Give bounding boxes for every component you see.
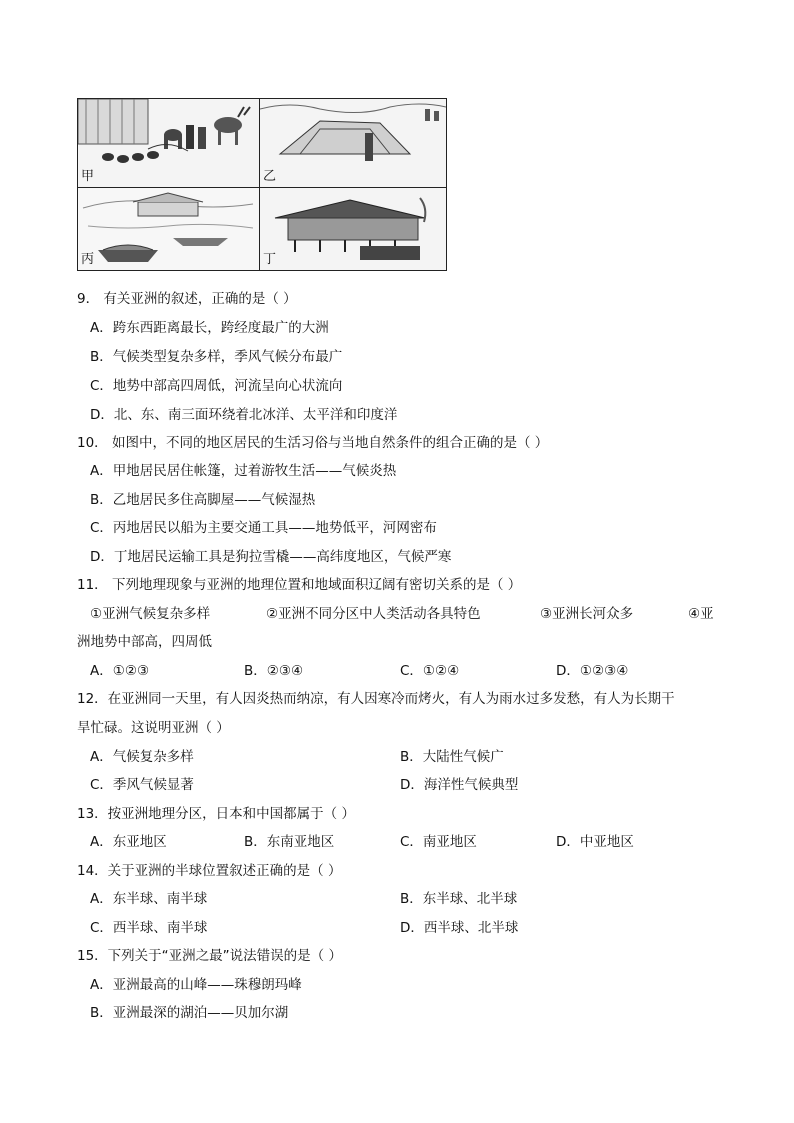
q10-option-a: A．甲地居民居住帐篷，过着游牧生活——气候炎热 xyxy=(90,463,397,479)
q11-option-b: B．②③④ xyxy=(244,663,304,679)
q15-option-b: B．亚洲最深的湖泊——贝加尔湖 xyxy=(90,1005,289,1021)
q14-option-b: B．东半球、北半球 xyxy=(400,891,518,907)
q12-option-a: A．气候复杂多样 xyxy=(90,749,194,765)
q9-option-d: D．北、东、南三面环绕着北冰洋、太平洋和印度洋 xyxy=(90,407,398,423)
q12-option-c: C．季风气候显著 xyxy=(90,777,194,793)
panel-label-yi: 乙 xyxy=(263,169,277,184)
panel-bing xyxy=(78,188,260,270)
panel-yi xyxy=(260,99,446,188)
q15-option-a: A．亚洲最高的山峰——珠穆朗玛峰 xyxy=(90,977,302,993)
panel-jia-illustration xyxy=(78,99,259,187)
q11-statement-1: ①亚洲气候复杂多样 xyxy=(90,606,211,622)
q11-statement-4-part1: ④亚 xyxy=(688,606,714,622)
q11-statement-2: ②亚洲不同分区中人类活动各具特色 xyxy=(266,606,481,622)
panel-yi-illustration xyxy=(260,99,446,187)
q10-option-c: C．丙地居民以船为主要交通工具——地势低平，河网密布 xyxy=(90,520,437,536)
panel-ding-illustration xyxy=(260,188,446,270)
q9-option-a: A．跨东西距离最长，跨经度最广的大洲 xyxy=(90,320,329,336)
q13-option-b: B．东南亚地区 xyxy=(244,834,335,850)
q11-option-d: D．①②③④ xyxy=(556,663,629,679)
q11-stem: 11． 下列地理现象与亚洲的地理位置和地域面积辽阔有密切关系的是（ ） xyxy=(77,577,522,593)
q10-option-d: D．丁地居民运输工具是狗拉雪橇——高纬度地区，气候严寒 xyxy=(90,549,452,565)
q10-option-b: B．乙地居民多住高脚屋——气候湿热 xyxy=(90,492,316,508)
panel-ding xyxy=(260,188,446,270)
q11-statement-3: ③亚洲长河众多 xyxy=(540,606,634,622)
panel-label-ding: 丁 xyxy=(263,252,277,267)
q14-option-a: A．东半球、南半球 xyxy=(90,891,208,907)
q12-option-b: B．大陆性气候广 xyxy=(400,749,504,765)
panel-label-jia: 甲 xyxy=(81,169,95,184)
panel-label-bing: 丙 xyxy=(81,252,95,267)
q13-option-a: A．东亚地区 xyxy=(90,834,167,850)
q15-stem: 15．下列关于“亚洲之最”说法错误的是（ ） xyxy=(77,948,342,964)
q12-stem-line1: 12．在亚洲同一天里，有人因炎热而纳凉，有人因寒冷而烤火，有人为雨水过多发愁，有人为长期干 xyxy=(77,691,675,707)
q13-option-d: D．中亚地区 xyxy=(556,834,634,850)
q11-option-a: A．①②③ xyxy=(90,663,150,679)
q9-option-c: C．地势中部高四周低，河流呈向心状流向 xyxy=(90,378,343,394)
q10-stem: 10． 如图中，不同的地区居民的生活习俗与当地自然条件的组合正确的是（ ） xyxy=(77,435,549,451)
q12-option-d: D．海洋性气候典型 xyxy=(400,777,519,793)
panel-bing-illustration xyxy=(78,188,259,270)
q14-option-c: C．西半球、南半球 xyxy=(90,920,208,936)
q14-option-d: D．西半球、北半球 xyxy=(400,920,519,936)
q13-stem: 13．按亚洲地理分区，日本和中国都属于（ ） xyxy=(77,806,355,822)
q11-option-c: C．①②④ xyxy=(400,663,460,679)
q9-stem: 9． 有关亚洲的叙述，正确的是（ ） xyxy=(77,291,297,307)
q12-stem-line2: 旱忙碌。这说明亚洲（ ） xyxy=(77,720,230,736)
q9-option-b: B．气候类型复杂多样，季风气候分布最广 xyxy=(90,349,343,365)
q11-statement-4-part2: 洲地势中部高，四周低 xyxy=(77,634,212,650)
panel-jia xyxy=(78,99,260,188)
q13-option-c: C．南亚地区 xyxy=(400,834,477,850)
q14-stem: 14．关于亚洲的半球位置叙述正确的是（ ） xyxy=(77,863,342,879)
lifestyle-figure xyxy=(77,98,447,271)
